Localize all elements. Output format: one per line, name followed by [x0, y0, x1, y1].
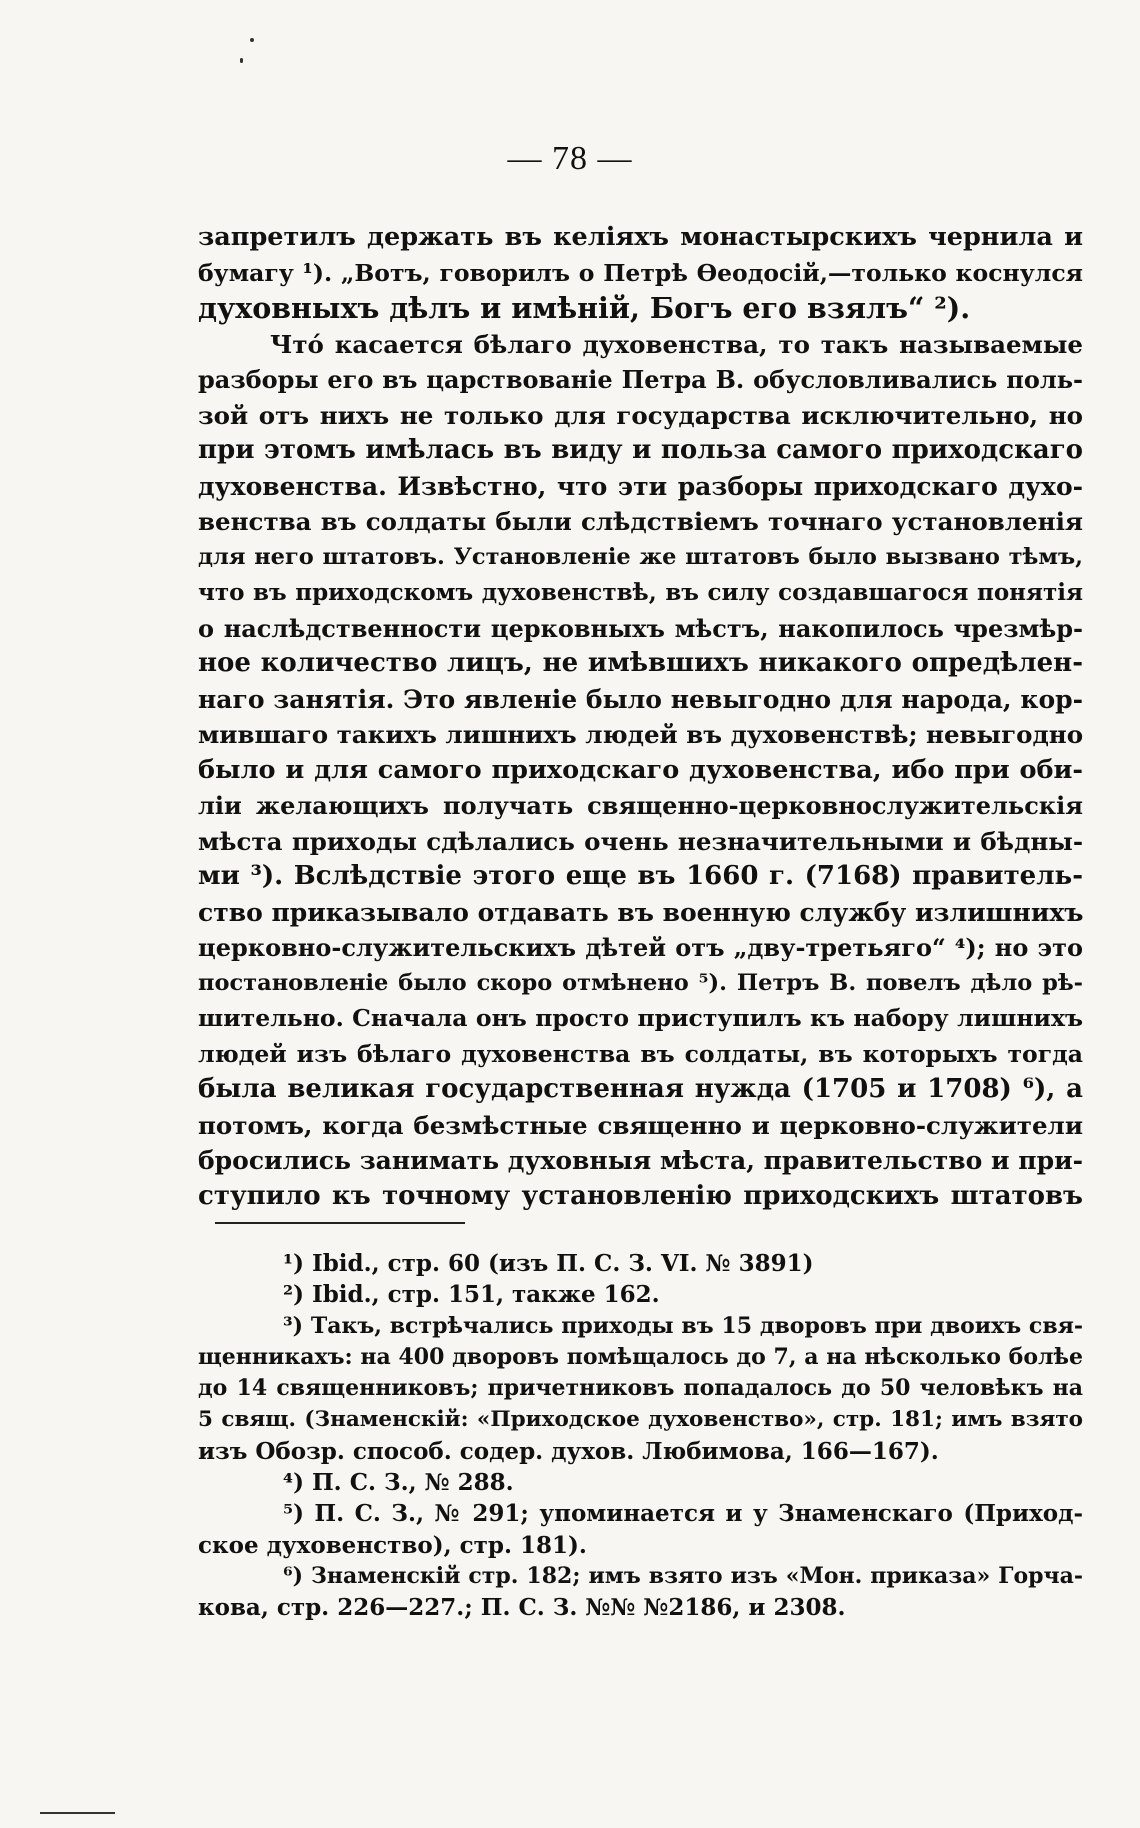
text-line: ство приказывало отдавать въ военную службу излишнихъ [198, 897, 1084, 927]
footnote-4: ⁴) П. С. З., № 288. [283, 1469, 514, 1497]
text-line: что въ приходскомъ духовенствѣ, въ силу создавшагося понятія [198, 579, 1083, 606]
footnote-1: ¹) Ibid., стр. 60 (изъ П. С. З. VI. № 3891) [283, 1250, 814, 1277]
text-line: мившаго такихъ лишнихъ людей въ духовенствѣ; невыгодно [198, 720, 1084, 749]
text-line: запретилъ держать въ келіяхъ монастырскихъ чернила и [198, 222, 1083, 252]
text-line: церковно-служительскихъ дѣтей отъ „дву-третьяго“ ⁴); но это [198, 933, 1083, 962]
page-number: — 78 — [507, 140, 633, 177]
footnote-3-cont: щенникахъ: на 400 дворовъ помѣщалось до 7, а на нѣсколько болѣе [198, 1343, 1083, 1370]
text-line: для него штатовъ. Установленіе же штатовъ было вызвано тѣмъ, [198, 543, 1083, 570]
text-line: мѣста приходы сдѣлались очень незначительными и бѣдны- [198, 826, 1083, 856]
text-line: ліи желающихъ получать священно-церковнослужительскія [198, 791, 1083, 820]
footnote-3: ³) Такъ, встрѣчались приходы въ 15 дворовъ при двоихъ свя- [283, 1312, 1083, 1339]
text-line: наго занятія. Это явленіе было невыгодно для народа, кор- [198, 684, 1083, 714]
text-line: потомъ, когда безмѣстные священно и церковно-служители [198, 1110, 1083, 1140]
text-line: зой отъ нихъ не только для государства исключительно, но [198, 400, 1083, 430]
footnote-5: ⁵) П. С. З., № 291; упоминается и у Знаменскаго (Приход- [283, 1500, 1083, 1528]
text-line: ми ³). Вслѣдствіе этого еще въ 1660 г. (7168) правитель- [198, 861, 1083, 891]
text-line: шительно. Сначала онъ просто приступилъ къ набору лишнихъ [198, 1004, 1083, 1032]
text-line: духовныхъ дѣлъ и имѣній, Богъ его взялъ“ ²). [198, 291, 971, 325]
text-line: венства въ солдаты были слѣдствіемъ точнаго установленія [198, 507, 1083, 536]
footnote-6: ⁶) Знаменскій стр. 182; имъ взято изъ «Мон. приказа» Горча- [283, 1562, 1083, 1589]
text-line: бумагу ¹). „Вотъ, говорилъ о Петрѣ Ѳеодосій,—только коснулся [198, 258, 1083, 287]
footnote-5-cont: ское духовенство), стр. 181). [198, 1531, 587, 1559]
scan-speck [240, 58, 243, 63]
body-text [198, 220, 1083, 1214]
text-line: при этомъ имѣлась въ виду и польза самого приходскаго [198, 435, 1083, 465]
footnote-divider [215, 1222, 465, 1224]
scan-speck [250, 38, 254, 42]
scan-edge-line [40, 1812, 115, 1814]
text-line: разборы его въ царствованіе Петра В. обусловливались поль- [198, 365, 1083, 394]
footnote-6-cont: кова, стр. 226—227.; П. С. З. №№ №2186, и 2308. [198, 1594, 846, 1622]
footnote-2: ²) Ibid., стр. 151, также 162. [283, 1281, 660, 1309]
footnote-3-cont: изъ Обозр. способ. содер. духов. Любимова, 166—167). [198, 1437, 939, 1465]
text-line: о наслѣдственности церковныхъ мѣстъ, накопилось чрезмѣр- [198, 613, 1083, 643]
text-line: была великая государственная нужда (1705 и 1708) ⁶), а [198, 1074, 1083, 1104]
text-line: людей изъ бѣлаго духовенства въ солдаты, въ которыхъ тогда [198, 1039, 1083, 1068]
text-line: постановленіе было скоро отмѣнено ⁵). Петръ В. повелъ дѣло рѣ- [198, 969, 1083, 996]
footnote-3-cont: до 14 священниковъ; причетниковъ попадалось до 50 человѣкъ на [198, 1375, 1083, 1402]
text-line: духовенства. Извѣстно, что эти разборы приходскаго духо- [198, 471, 1083, 501]
footnotes [198, 1248, 1083, 1624]
text-line: ступило къ точному установленію приходскихъ штатовъ [198, 1180, 1083, 1211]
text-line: Чтó касается бѣлаго духовенства, то такъ называемые [270, 329, 1083, 359]
footnote-3-cont: 5 свящ. (Знаменскій: «Приходское духовенство», стр. 181; имъ взято [198, 1407, 1083, 1433]
text-line: ное количество лицъ, не имѣвшихъ никакого опредѣлен- [198, 648, 1083, 678]
text-line: было и для самого приходскаго духовенства, ибо при оби- [198, 754, 1083, 785]
text-line: бросились занимать духовныя мѣста, правительство и при- [198, 1146, 1083, 1175]
